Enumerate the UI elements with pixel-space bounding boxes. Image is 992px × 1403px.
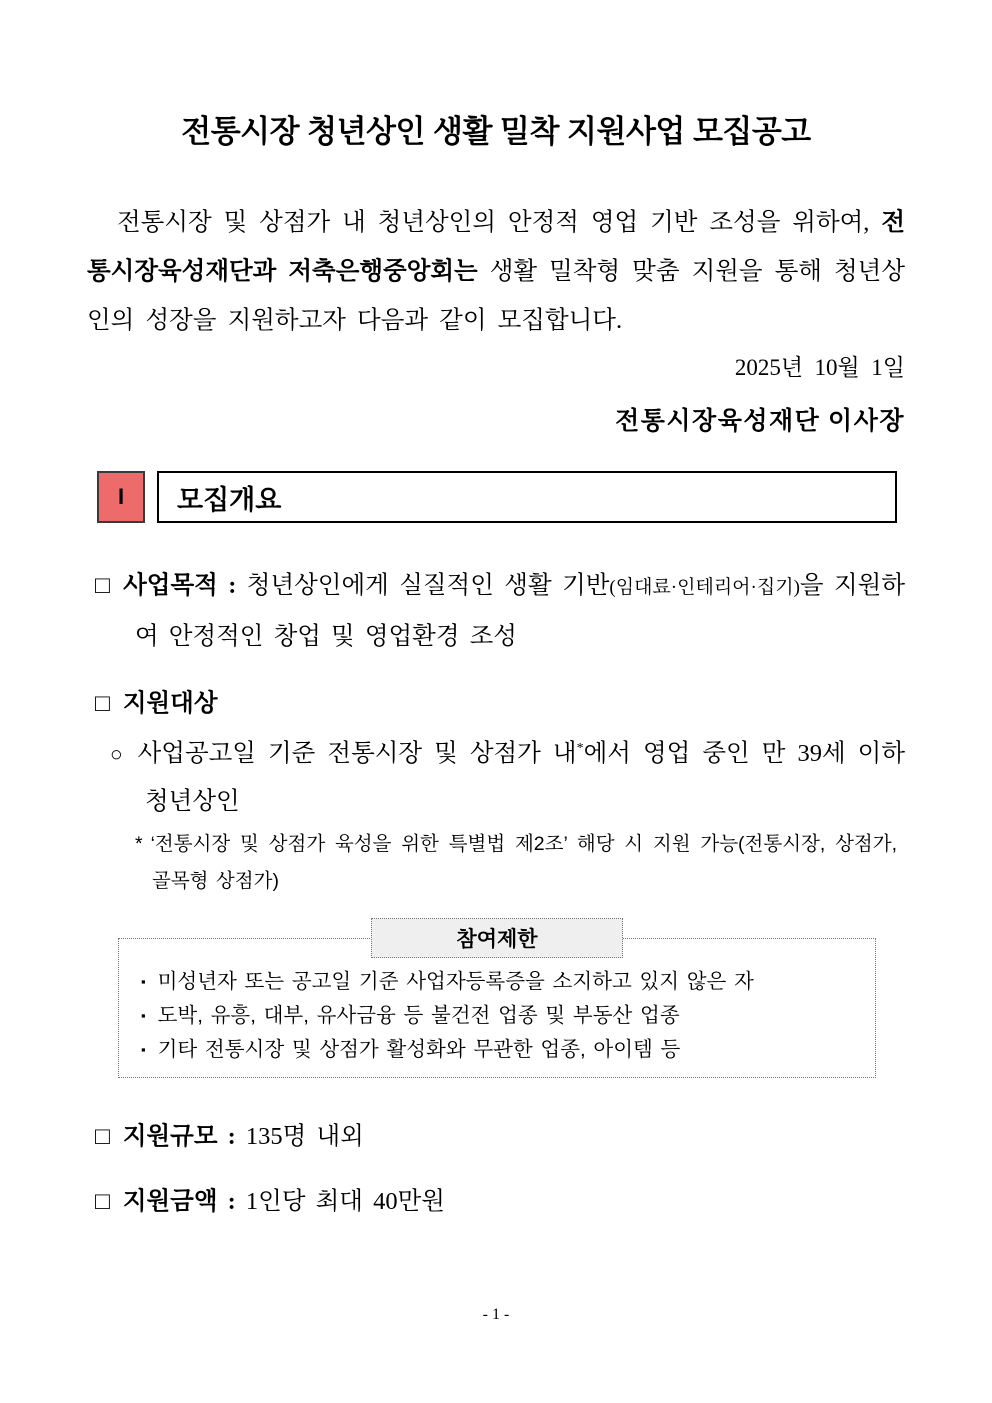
announcement-date: 2025년 10월 1일 (734, 355, 905, 380)
label-colon: : (217, 572, 247, 599)
section-number-badge: I (97, 471, 145, 523)
restriction-item (135, 999, 859, 1033)
label-colon: : (217, 1188, 246, 1215)
restriction-item-text: 기타 전통시장 및 상점가 활성화와 무관한 업종, 아이템 등 (157, 1038, 681, 1061)
target-detail-item (110, 730, 905, 826)
section-title-box (157, 471, 897, 523)
checkbox-glyph: □ (95, 1188, 110, 1215)
footnote (135, 826, 897, 900)
section-title: 모집개요 (177, 484, 282, 515)
checkbox-glyph: □ (95, 690, 110, 717)
item-label-purpose: 사업목적 (123, 572, 218, 599)
signer-line: 전통시장육성재단 이사장 (615, 408, 905, 435)
restriction-item (135, 1033, 859, 1067)
item-label-target: 지원대상 (122, 690, 218, 717)
intro-paragraph (87, 198, 905, 345)
square-bullet-glyph: ▪ (141, 1042, 146, 1057)
footnote-asterisk-ref: * (576, 740, 584, 756)
square-bullet-glyph: ▪ (141, 1008, 146, 1023)
item-support-target (95, 679, 905, 728)
restriction-item (135, 965, 859, 999)
amount-text: 1인당 최대 40만원 (245, 1188, 445, 1215)
purpose-text-2: 을 지원하여 안정적인 창업 및 영업환경 조성 (135, 572, 905, 650)
item-business-purpose (95, 561, 905, 661)
circle-bullet-glyph: ○ (110, 742, 125, 766)
target-detail-text-1: 사업공고일 기준 전통시장 및 상점가 내 (137, 740, 577, 767)
item-support-scale (95, 1112, 905, 1161)
intro-text-2: 생활 밀착형 맞춤 지원을 통해 청년상인의 성장을 지원하고자 다음과 같이 모집합니다. (87, 258, 905, 334)
page-number: - 1 - (482, 1306, 510, 1323)
purpose-text-small: (임대료·인테리어·집기) (609, 577, 800, 598)
checkbox-glyph: □ (95, 572, 111, 599)
label-colon: : (217, 1123, 246, 1150)
scale-text: 135명 내외 (245, 1123, 364, 1150)
checkbox-glyph: □ (95, 1123, 110, 1150)
intro-text-1: 전통시장 및 상점가 내 청년상인의 안정적 영업 기반 조성을 위하여, (117, 209, 882, 236)
target-detail-text-2: 에서 영업 중인 만 39세 이하 청년상인 (145, 740, 906, 815)
square-bullet-glyph: ▪ (141, 974, 146, 989)
footnote-text: ‘전통시장 및 상점가 육성을 위한 특별법 제2조’ 해당 시 지원 가능(전통시장, 상점가, 골목형 상점가) (150, 833, 897, 892)
item-label-amount: 지원금액 (122, 1188, 218, 1215)
restriction-box-title: 참여제한 (371, 918, 623, 958)
item-label-scale: 지원규모 (122, 1123, 218, 1150)
restriction-item-text: 미성년자 또는 공고일 기준 사업자등록증을 소지하고 있지 않은 자 (157, 970, 754, 993)
intro-bold-organizations: 전통시장육성재단과 저축은행중앙회는 (87, 209, 905, 285)
section-header (97, 471, 897, 523)
purpose-text-1: 청년상인에게 실질적인 생활 기반 (246, 572, 610, 599)
restriction-box (118, 928, 876, 1078)
restriction-item-text: 도박, 유흥, 대부, 유사금융 등 불건전 업종 및 부동산 업종 (157, 1004, 680, 1027)
asterisk-glyph: * (135, 833, 143, 855)
item-support-amount (95, 1177, 905, 1226)
document-title: 전통시장 청년상인 생활 밀착 지원사업 모집공고 (181, 114, 811, 149)
